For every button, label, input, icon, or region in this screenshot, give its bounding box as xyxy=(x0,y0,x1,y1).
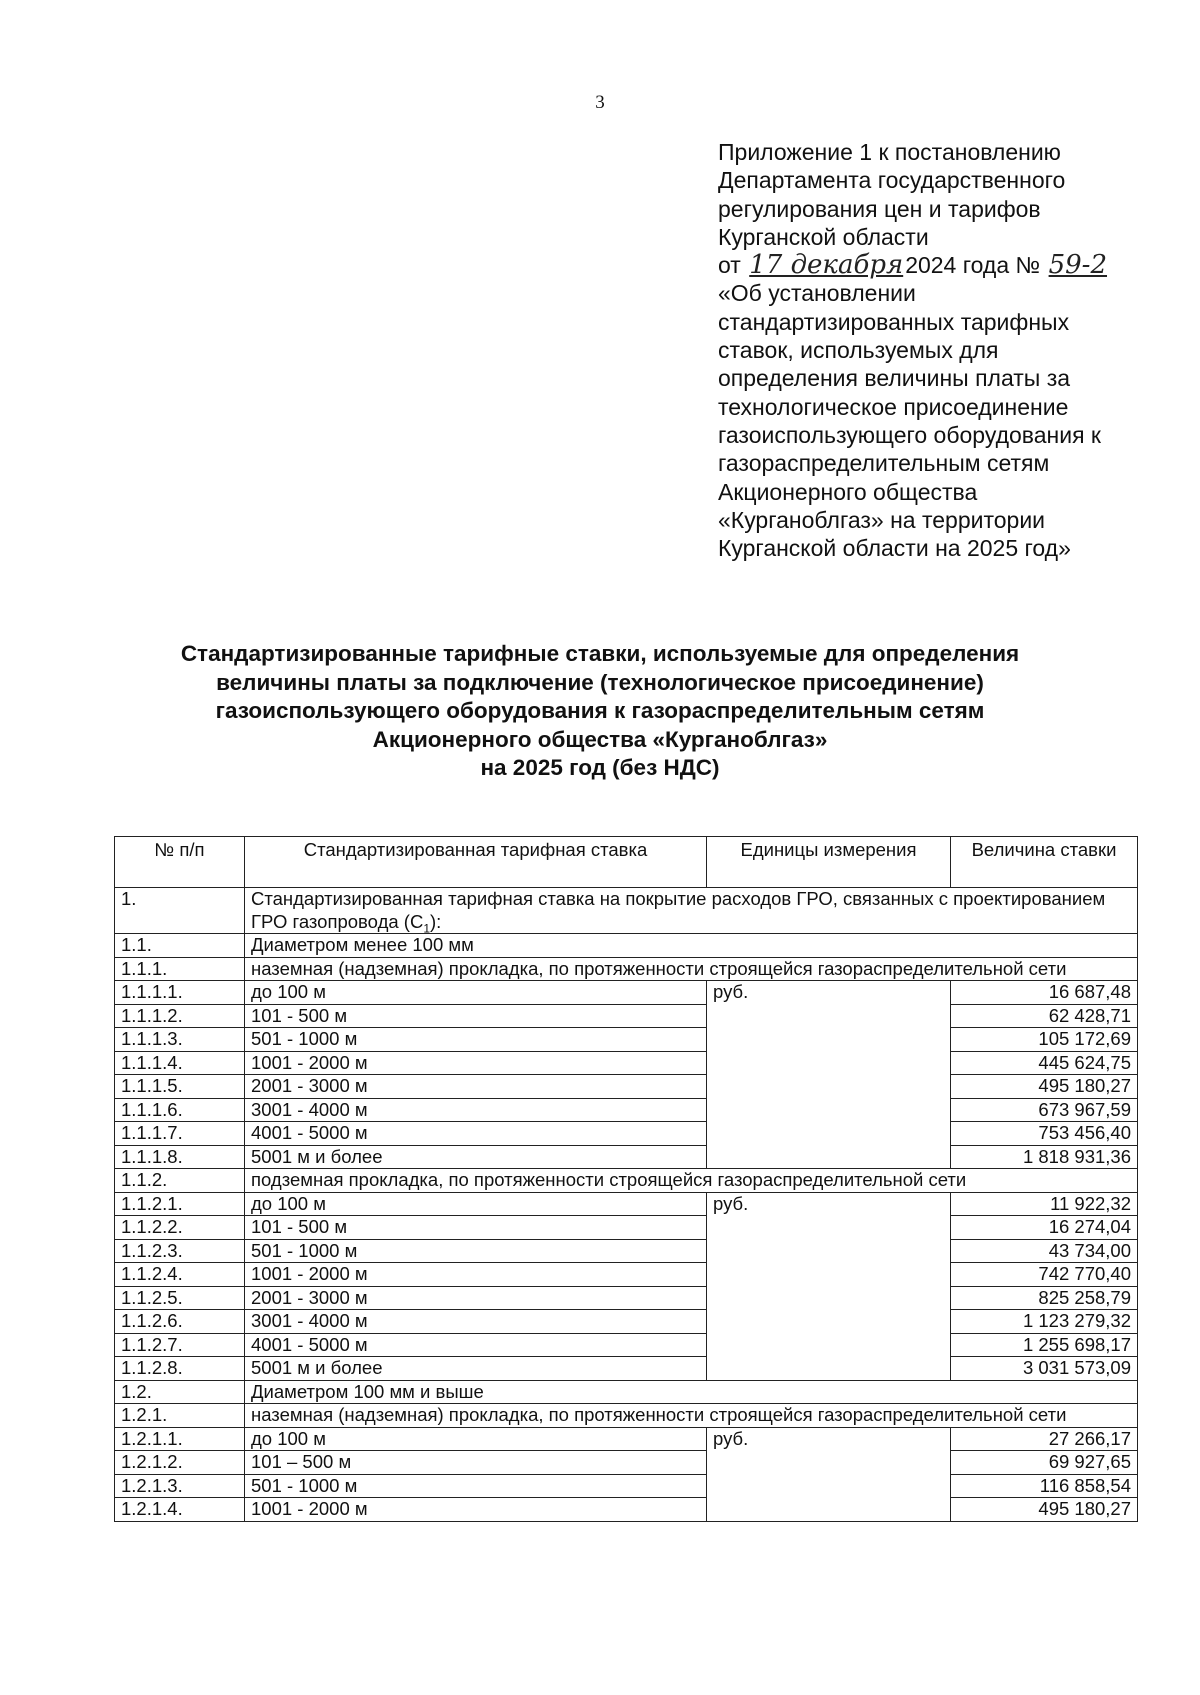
table-row xyxy=(115,1169,1138,1193)
row-num: 1.2.1. xyxy=(115,1404,245,1428)
row-value: 495 180,27 xyxy=(951,1075,1138,1099)
header-unit: Единицы измерения xyxy=(707,837,951,888)
row-text: 3001 - 4000 м xyxy=(245,1098,707,1122)
row-num: 1.1.1.4. xyxy=(115,1051,245,1075)
row-unit: руб. xyxy=(707,1192,951,1380)
row-value: 3 031 573,09 xyxy=(951,1357,1138,1381)
row-unit: руб. xyxy=(707,1427,951,1521)
row-value: 1 255 698,17 xyxy=(951,1333,1138,1357)
table-header-row xyxy=(115,837,1138,888)
table-row xyxy=(115,1310,1138,1334)
page-number: 3 xyxy=(595,92,605,113)
row-text: 3001 - 4000 м xyxy=(245,1310,707,1334)
row-num: 1.1.1. xyxy=(115,957,245,981)
appendix-line: Приложение 1 к постановлению xyxy=(718,139,1061,165)
table-row xyxy=(115,1216,1138,1240)
row-num: 1.2.1.3. xyxy=(115,1474,245,1498)
row-text: подземная прокладка, по протяженности строящейся газораспределительной сети xyxy=(245,1169,1138,1193)
row-num: 1.1.1.7. xyxy=(115,1122,245,1146)
handwritten-date: 17 декабря xyxy=(749,250,904,281)
appendix-line: Департамента государственного xyxy=(718,167,1066,194)
row-text: 2001 - 3000 м xyxy=(245,1075,707,1099)
row-text: 501 - 1000 м xyxy=(245,1239,707,1263)
row-text: Диаметром 100 мм и выше xyxy=(245,1380,1138,1404)
table-row xyxy=(115,1004,1138,1028)
table-row xyxy=(115,1075,1138,1099)
table-row xyxy=(115,934,1138,958)
row-num: 1.1.1.6. xyxy=(115,1098,245,1122)
row-text: 501 - 1000 м xyxy=(245,1028,707,1052)
row-num: 1.1.2. xyxy=(115,1169,245,1193)
row-value: 445 624,75 xyxy=(951,1051,1138,1075)
row-value: 62 428,71 xyxy=(951,1004,1138,1028)
appendix-subject-line: газоиспользующего оборудования к xyxy=(718,421,1101,448)
row-num: 1.1.2.6. xyxy=(115,1310,245,1334)
row-text: до 100 м xyxy=(245,1192,707,1216)
row-num: 1.1.1.2. xyxy=(115,1004,245,1028)
row-value: 742 770,40 xyxy=(951,1263,1138,1287)
row-num: 1.2.1.2. xyxy=(115,1451,245,1475)
appendix-subject-line: определения величины платы за xyxy=(718,365,1071,392)
row-num: 1.2. xyxy=(115,1380,245,1404)
table-row xyxy=(115,981,1138,1005)
row-text: до 100 м xyxy=(245,1427,707,1451)
row-value: 1 123 279,32 xyxy=(951,1310,1138,1334)
row-value: 825 258,79 xyxy=(951,1286,1138,1310)
row-num: 1.1.1.5. xyxy=(115,1075,245,1099)
appendix-subject-line: газораспределительным сетям xyxy=(718,450,1050,477)
title-line: Акционерного общества «Курганоблгаз» xyxy=(372,726,828,752)
row-text: 5001 м и более xyxy=(245,1145,707,1169)
row-value: 495 180,27 xyxy=(951,1498,1138,1522)
row-num: 1.1.1.3. xyxy=(115,1028,245,1052)
row-text: 101 - 500 м xyxy=(245,1004,707,1028)
row-text: 101 – 500 м xyxy=(245,1451,707,1475)
date-suffix: 2024 года № xyxy=(905,252,1041,279)
table-row xyxy=(115,1427,1138,1451)
table-row xyxy=(115,1145,1138,1169)
row-text: 2001 - 3000 м xyxy=(245,1286,707,1310)
table-row xyxy=(115,1051,1138,1075)
row-num: 1.1.2.4. xyxy=(115,1263,245,1287)
appendix-block xyxy=(718,138,1158,562)
row-num: 1.2.1.4. xyxy=(115,1498,245,1522)
header-num: № п/п xyxy=(115,837,245,888)
row-value: 1 818 931,36 xyxy=(951,1145,1138,1169)
row-value: 753 456,40 xyxy=(951,1122,1138,1146)
row-text: Диаметром менее 100 мм xyxy=(245,934,1138,958)
table-row xyxy=(115,1404,1138,1428)
handwritten-number: 59-2 xyxy=(1048,250,1108,281)
table-row xyxy=(115,1286,1138,1310)
row-unit: руб. xyxy=(707,981,951,1169)
document-title xyxy=(100,640,1100,783)
row-num: 1.1.2.8. xyxy=(115,1357,245,1381)
table-row xyxy=(115,1333,1138,1357)
appendix-subject-line: Акционерного общества xyxy=(718,478,978,505)
row-text: 101 - 500 м xyxy=(245,1216,707,1240)
table-row xyxy=(115,1098,1138,1122)
appendix-date-line xyxy=(718,251,1158,279)
row-text xyxy=(245,888,1138,934)
row-text: 1001 - 2000 м xyxy=(245,1498,707,1522)
row-text: 5001 м и более xyxy=(245,1357,707,1381)
row-value: 16 274,04 xyxy=(951,1216,1138,1240)
table-row xyxy=(115,1357,1138,1381)
appendix-line: Курганской области xyxy=(718,223,929,250)
row-value: 116 858,54 xyxy=(951,1474,1138,1498)
row-text-end: ): xyxy=(430,910,442,932)
row-value: 16 687,48 xyxy=(951,981,1138,1005)
table-row xyxy=(115,1239,1138,1263)
row-text-main: Стандартизированная тарифная ставка на покрытие расходов ГРО, связанных с проектированием ГРО газопровода (С xyxy=(251,888,1106,932)
row-value: 69 927,65 xyxy=(951,1451,1138,1475)
appendix-subject-line: Курганской области на 2025 год» xyxy=(718,535,1071,562)
row-value: 673 967,59 xyxy=(951,1098,1138,1122)
appendix-subject-line: технологическое присоединение xyxy=(718,393,1069,420)
row-num: 1.1.1.1. xyxy=(115,981,245,1005)
title-line: Стандартизированные тарифные ставки, используемые для определения xyxy=(180,641,1020,666)
table-row xyxy=(115,888,1138,934)
row-text: 1001 - 2000 м xyxy=(245,1263,707,1287)
row-num: 1.2.1.1. xyxy=(115,1427,245,1451)
date-prefix: от xyxy=(718,252,741,279)
row-num: 1.1. xyxy=(115,934,245,958)
table-row xyxy=(115,1122,1138,1146)
title-line: величины платы за подключение (технологическое присоединение) xyxy=(216,669,984,695)
tariff-table xyxy=(114,836,1138,1522)
row-num: 1.1.2.7. xyxy=(115,1333,245,1357)
header-value: Величина ставки xyxy=(951,837,1138,888)
table-row xyxy=(115,1028,1138,1052)
row-text-subscript: 1 xyxy=(423,921,430,936)
row-num: 1.1.2.3. xyxy=(115,1239,245,1263)
row-text: до 100 м xyxy=(245,981,707,1005)
table-row xyxy=(115,1498,1138,1522)
table-row xyxy=(115,957,1138,981)
appendix-line: регулирования цен и тарифов xyxy=(718,195,1041,222)
appendix-subject-line: стандартизированных тарифных xyxy=(718,308,1070,335)
row-text: наземная (надземная) прокладка, по протяженности строящейся газораспределительной сети xyxy=(245,957,1138,981)
row-text: 1001 - 2000 м xyxy=(245,1051,707,1075)
row-value: 105 172,69 xyxy=(951,1028,1138,1052)
row-num: 1.1.2.5. xyxy=(115,1286,245,1310)
title-line: газоиспользующего оборудования к газораспределительным сетям xyxy=(215,698,985,723)
header-rate: Стандартизированная тарифная ставка xyxy=(245,837,707,888)
row-num: 1. xyxy=(115,888,245,934)
row-value: 11 922,32 xyxy=(951,1192,1138,1216)
table-row xyxy=(115,1192,1138,1216)
row-num: 1.1.2.1. xyxy=(115,1192,245,1216)
row-num: 1.1.1.8. xyxy=(115,1145,245,1169)
row-num: 1.1.2.2. xyxy=(115,1216,245,1240)
row-text: 501 - 1000 м xyxy=(245,1474,707,1498)
row-text: 4001 - 5000 м xyxy=(245,1122,707,1146)
row-value: 43 734,00 xyxy=(951,1239,1138,1263)
table-row xyxy=(115,1474,1138,1498)
row-text: наземная (надземная) прокладка, по протяженности строящейся газораспределительной сети xyxy=(245,1404,1138,1428)
row-value: 27 266,17 xyxy=(951,1427,1138,1451)
appendix-subject-line: «Курганоблгаз» на территории xyxy=(718,506,1046,533)
table-row xyxy=(115,1380,1138,1404)
title-line: на 2025 год (без НДС) xyxy=(480,755,720,780)
appendix-subject-line: ставок, используемых для xyxy=(718,337,999,364)
table-row xyxy=(115,1263,1138,1287)
table-row xyxy=(115,1451,1138,1475)
row-text: 4001 - 5000 м xyxy=(245,1333,707,1357)
appendix-subject-line: «Об установлении xyxy=(718,280,916,307)
